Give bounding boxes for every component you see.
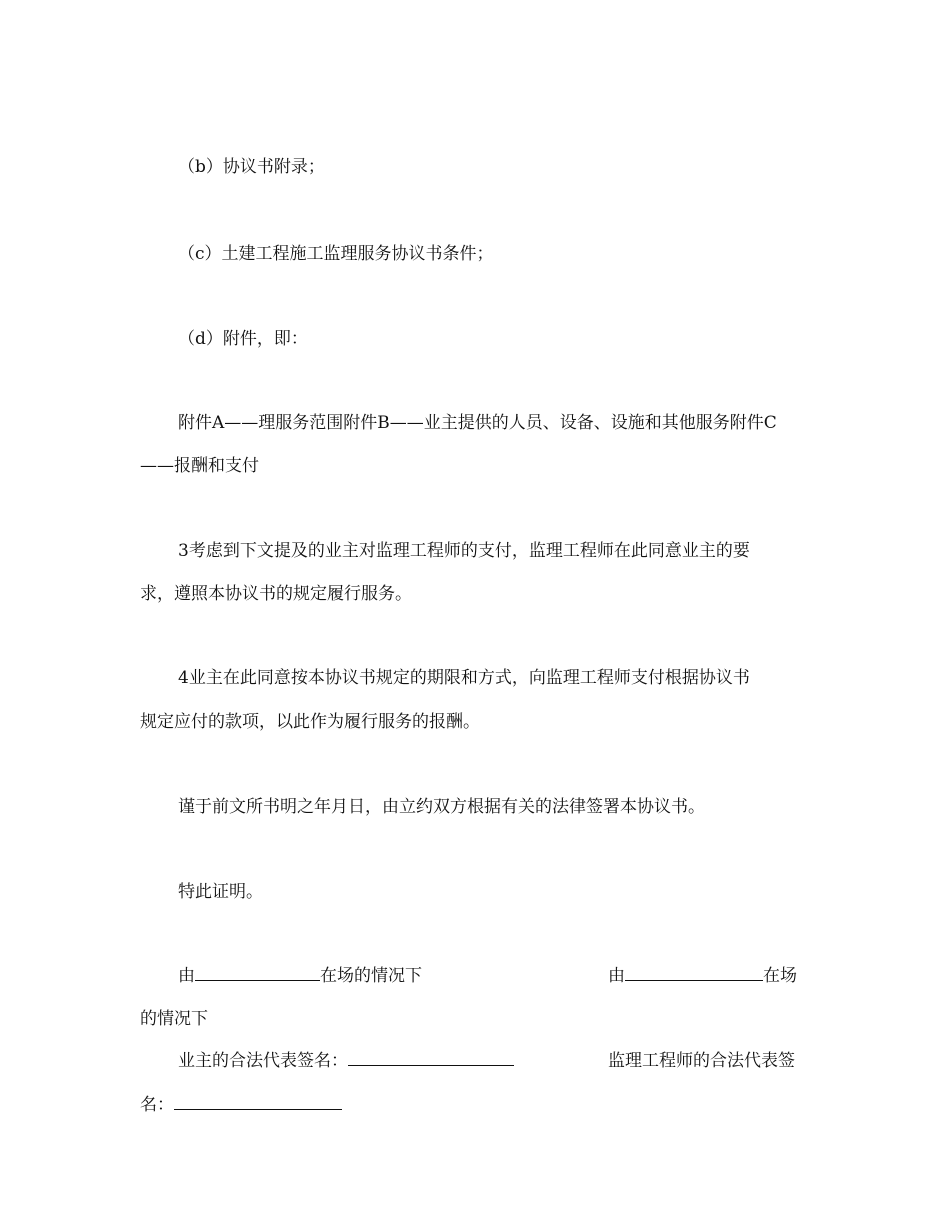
item-d: （d）附件，即： bbox=[178, 329, 308, 349]
engineer-signature-label: 监理工程师的合法代表签 bbox=[608, 1051, 795, 1071]
witness-right bbox=[608, 966, 797, 986]
item-b: （b）协议书附录； bbox=[178, 157, 325, 177]
paragraph-3-line-2: 求，遵照本协议书的规定履行服务。 bbox=[140, 584, 412, 604]
attachments-line-2: ——报酬和支付 bbox=[140, 456, 259, 476]
witness-left-prefix: 由 bbox=[178, 966, 195, 986]
engineer-signature-wrap bbox=[140, 1095, 820, 1115]
owner-signature-blank bbox=[348, 1051, 514, 1066]
witness-left-suffix: 在场的情况下 bbox=[320, 966, 422, 986]
witness-right-prefix: 由 bbox=[608, 966, 625, 986]
witness-right-blank bbox=[625, 966, 763, 981]
owner-signature-label: 业主的合法代表签名： bbox=[178, 1051, 348, 1071]
witness-wrap: 的情况下 bbox=[140, 1009, 208, 1029]
attachments-line-1: 附件A——理服务范围附件B——业主提供的人员、设备、设施和其他服务附件C bbox=[178, 413, 777, 433]
certify-text: 特此证明。 bbox=[178, 882, 263, 902]
paragraph-4-line-1: 4业主在此同意按本协议书规定的期限和方式，向监理工程师支付根据协议书 bbox=[178, 668, 750, 688]
witness-left-blank bbox=[195, 966, 320, 981]
item-c: （c）土建工程施工监理服务协议书条件； bbox=[178, 244, 494, 264]
paragraph-4-line-2: 规定应付的款项，以此作为履行服务的报酬。 bbox=[140, 712, 480, 732]
paragraph-3-line-1: 3考虑到下文提及的业主对监理工程师的支付，监理工程师在此同意业主的要 bbox=[178, 541, 750, 561]
engineer-signature-wrap-label: 名： bbox=[140, 1095, 174, 1115]
closing-paragraph: 谨于前文所书明之年月日，由立约双方根据有关的法律签署本协议书。 bbox=[178, 797, 705, 817]
engineer-signature-blank bbox=[174, 1095, 342, 1110]
witness-right-suffix: 在场 bbox=[763, 966, 797, 986]
